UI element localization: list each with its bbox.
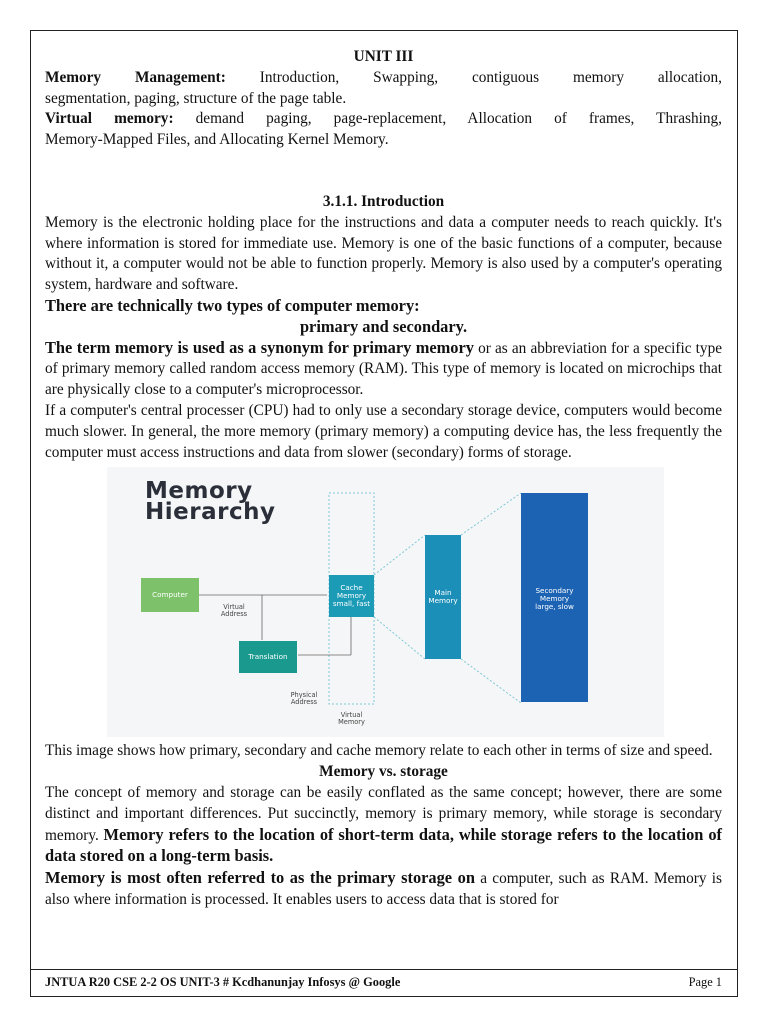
secondary-memory-sub: large, slow xyxy=(535,602,574,612)
footer-left: JNTUA R20 CSE 2-2 OS UNIT-3 # Kcdhanunjay Infosys @ Google xyxy=(45,975,401,989)
computer-label: Computer xyxy=(152,590,188,600)
funnel-top-1 xyxy=(374,535,425,575)
virtual-address-label xyxy=(215,597,253,618)
translation-label: Translation xyxy=(248,652,288,662)
page-number: Page 1 xyxy=(688,975,722,989)
p5-bold: Memory is most often referred to as the primary storage on xyxy=(45,868,475,888)
types-line: There are technically two types of computer memory: xyxy=(45,295,420,315)
section-heading: 3.1.1. Introduction xyxy=(322,192,445,210)
figure-title-line2: Hierarchy xyxy=(145,499,276,526)
types-center: primary and secondary. xyxy=(299,316,468,336)
primary-storage-paragraph xyxy=(45,868,722,911)
unit-title: UNIT III xyxy=(353,48,414,65)
virtual-memory-line xyxy=(45,109,722,130)
figure-caption: This image shows how primary, secondary and cache memory relate to each other in terms of size and speed. xyxy=(45,742,713,760)
term-rest: or as an abbreviation for a specific type of primary memory called random access memory (RAM). This type of memory is located on microchips that are physically close to a computer's microprocessor. xyxy=(45,339,723,399)
cache-memory-sub: small, fast xyxy=(332,599,371,609)
cache-memory-label: Cache Memory xyxy=(336,583,367,601)
footer-rule xyxy=(30,969,738,970)
p4-bold: Memory refers to the location of short-term data, while storage refers to the location of data stored on a long-term basis. xyxy=(45,824,722,866)
virtual-address-text: Virtual Address xyxy=(220,603,248,619)
cpu-paragraph: If a computer's central processer (CPU) had to only use a secondary storage device, computers would become much slower. In general, the more memory (primary memory) a computing device has, the less frequently the computer must access instructions and data from slower (secondary) forms of storage. xyxy=(45,401,722,461)
translation-box xyxy=(239,641,297,673)
vm-text: demand paging, page-replacement, Allocation of frames, Thrashing, xyxy=(173,110,722,128)
vm-label: Virtual memory: xyxy=(45,110,174,128)
term-bold: The term memory is used as a synonym for primary memory xyxy=(45,337,474,357)
figure-title-line1: Memory xyxy=(145,478,253,505)
memory-hierarchy-figure xyxy=(107,467,664,737)
memory-management-line2: segmentation, paging, structure of the page table. xyxy=(45,89,347,107)
page-content xyxy=(45,47,722,911)
cache-memory-box xyxy=(329,575,374,617)
physical-address-text: Physical Address xyxy=(290,691,318,707)
memory-management-line xyxy=(45,68,722,89)
intro-paragraph: Memory is the electronic holding place for the instructions and data a computer needs to reach quickly. It's where information is stored for immediate use. Memory is one of the basic functions of a computer, because without it, a computer would not be able to function properly. Memory is also used by a computer's operating system, hardware and software. xyxy=(45,213,722,294)
main-memory-label: Main Memory xyxy=(428,588,458,606)
main-memory-box xyxy=(425,535,461,659)
p4-normal: The concept of memory and storage can be easily conflated as the same concept; however, there are some distinct and important differences. Put succinctly, memory is primary memory, while storage is secondary memory. xyxy=(45,783,722,844)
secondary-memory-label: Secondary Memory xyxy=(535,586,574,604)
mm-text: Introduction, Swapping, contiguous memory allocation, xyxy=(225,68,722,86)
funnel-top-2 xyxy=(461,493,521,535)
mm-label: Memory Management: xyxy=(45,68,226,86)
page-footer xyxy=(45,975,722,990)
memory-vs-storage-heading: Memory vs. storage xyxy=(319,763,448,781)
virtual-memory-text: Virtual Memory xyxy=(338,711,365,727)
p5-rest: a computer, such as RAM. Memory is also where information is processed. It enables users to access data that is stored for xyxy=(45,870,722,908)
term-paragraph xyxy=(45,338,722,401)
physical-address-label xyxy=(277,685,331,706)
memory-storage-paragraph xyxy=(45,783,722,868)
virtual-memory-line2: Memory-Mapped Files, and Allocating Kernel Memory. xyxy=(45,131,389,149)
secondary-memory-box xyxy=(521,493,588,702)
computer-box xyxy=(141,578,199,612)
funnel-bottom-2 xyxy=(461,659,521,703)
funnel-bottom-1 xyxy=(374,617,425,659)
virtual-memory-label xyxy=(329,705,374,726)
